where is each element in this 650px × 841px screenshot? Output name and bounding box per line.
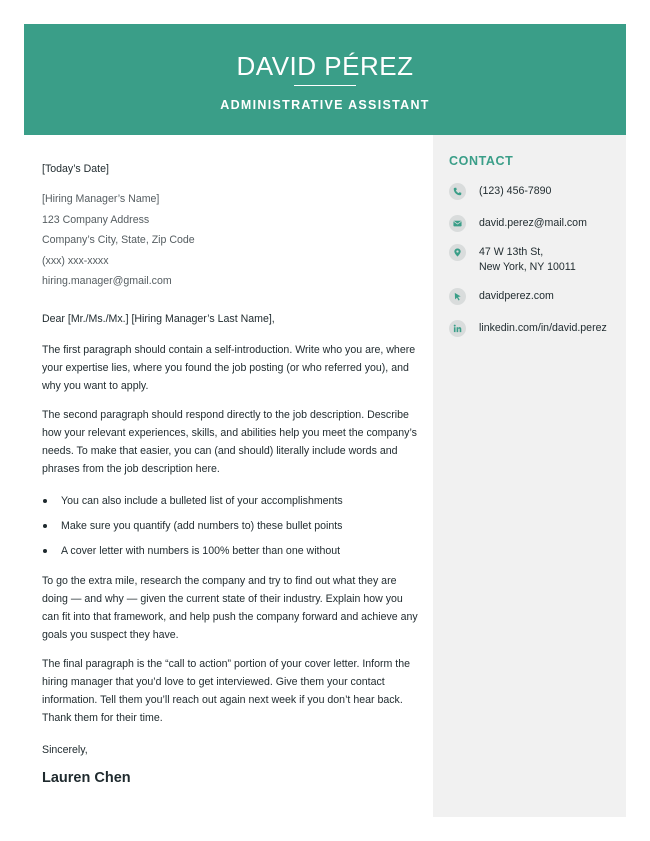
list-item-text: Make sure you quantify (add numbers to) these bullet points	[61, 520, 343, 532]
recipient-email: hiring.manager@gmail.com	[42, 275, 172, 287]
contact-sidebar	[433, 135, 626, 817]
location-pin-icon	[449, 244, 466, 261]
list-item	[42, 542, 422, 567]
bullet-dot	[43, 549, 47, 553]
phone-icon	[449, 183, 466, 200]
recipient-city: Company’s City, State, Zip Code	[42, 234, 195, 246]
phone-number[interactable]: (123) 456-7890	[479, 185, 552, 197]
cover-letter-page	[24, 24, 626, 817]
list-item	[42, 517, 422, 542]
closing: Sincerely,	[42, 744, 88, 756]
list-item	[42, 492, 422, 517]
address-line-2: New York, NY 10011	[479, 261, 576, 273]
letter-date: [Today’s Date]	[42, 163, 109, 175]
address-line-1: 47 W 13th St,	[479, 246, 544, 258]
list-item-text: A cover letter with numbers is 100% better than one without	[61, 545, 341, 557]
paragraph-research: To go the extra mile, research the company and try to find out what they are doing — and why — given the current state of their industry. Explain how you can fit into that framework, and help push the company forward and achieve any goals you suspect they have.	[42, 575, 418, 641]
website-link[interactable]: davidperez.com	[479, 290, 554, 302]
street-address	[479, 245, 624, 275]
recipient-block	[42, 190, 195, 293]
linkedin-icon	[449, 320, 466, 337]
signature: Lauren Chen	[42, 770, 131, 786]
header-banner	[24, 24, 626, 135]
paragraph-job-response: The second paragraph should respond directly to the job description. Describe how your relevant experiences, skills, and abilities help you meet the company’s needs. To make that easier, you can (and should) literally include words and phrases from the job description here.	[42, 409, 417, 475]
bullet-dot	[43, 524, 47, 528]
paragraph-intro: The first paragraph should contain a self-introduction. Write who you are, where your expertise lies, where you found the job posting (or who referred you), and why you want to apply.	[42, 344, 416, 392]
salutation: Dear [Mr./Ms./Mx.] [Hiring Manager’s Last Name],	[42, 313, 275, 325]
mail-icon	[449, 215, 466, 232]
recipient-address: 123 Company Address	[42, 213, 150, 226]
job-title: ADMINISTRATIVE ASSISTANT	[220, 98, 430, 112]
applicant-name: DAVID PÉREZ	[236, 51, 414, 81]
paragraph-call-to-action: The final paragraph is the “call to action” portion of your cover letter. Inform the hiring manager that you’d love to get interviewed. Give them your contact information. Tell them you’ll reach out again next week if you don’t hear back. Thank them for their time.	[42, 658, 411, 724]
contact-heading: CONTACT	[449, 154, 514, 168]
accomplishment-list	[42, 492, 422, 567]
recipient-name: [Hiring Manager’s Name]	[42, 193, 160, 205]
linkedin-link[interactable]: linkedin.com/in/david.perez	[479, 322, 607, 334]
email-address[interactable]: david.perez@mail.com	[479, 217, 587, 229]
cursor-icon	[449, 288, 466, 305]
name-divider	[294, 85, 356, 86]
bullet-dot	[43, 499, 47, 503]
list-item-text: You can also include a bulleted list of your accomplishments	[61, 495, 343, 507]
recipient-phone: (xxx) xxx-xxxx	[42, 254, 109, 267]
